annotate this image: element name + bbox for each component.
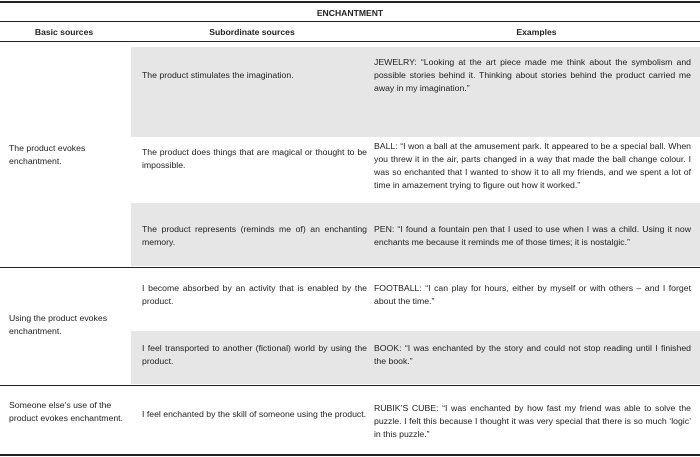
example: PEN: “I found a fountain pen that I used to use when I was a child. Using it now enchants me because it reminds me of those times; it is nostalgic.” <box>374 224 691 247</box>
basic-source: Using the product evokes enchantment. <box>9 313 108 336</box>
table-title: ENCHANTMENT <box>316 8 384 18</box>
subordinate-source: I feel enchanted by the skill of someone using the product. <box>142 409 367 419</box>
group-rule <box>0 385 700 386</box>
column-header-examples: Examples <box>516 27 557 37</box>
subordinate-source: The product stimulates the imagination. <box>142 70 294 80</box>
title-rule <box>0 21 700 22</box>
subordinate-source: The product represents (reminds me of) an enchanting memory. <box>142 224 367 247</box>
example: FOOTBALL: “I can play for hours, either by myself or with others – and I forget about the time.” <box>374 283 691 306</box>
subordinate-source: I feel transported to another (fictional) world by using the product. <box>142 343 367 366</box>
top-rule <box>0 1 700 3</box>
basic-source: Someone else’s use of the product evokes enchantment. <box>9 400 123 423</box>
column-header-basic: Basic sources <box>34 27 94 37</box>
example: BOOK: “I was enchanted by the story and could not stop reading until I finished the book.” <box>374 343 691 366</box>
subordinate-source: The product does things that are magical or thought to be impossible. <box>142 147 367 170</box>
example: BALL: “I won a ball at the amusement park. It appeared to be a special ball. When you threw it in the air, parts changed in a way that made the ball change colour. I was so enchanted that I wanted to show it to all my friends, and we spent a lot of time in amazement trying to figure out how it worked.” <box>374 141 691 190</box>
basic-source: The product evokes enchantment. <box>9 143 86 166</box>
example: JEWELRY: “Looking at the art piece made me think about the symbolism and possible stories behind it. Thinking about stories behind the product carried me away in my imagination.” <box>374 57 691 93</box>
group-rule <box>0 267 700 268</box>
column-header-subordinate: Subordinate sources <box>209 27 295 37</box>
example: RUBIK’S CUBE: “I was enchanted by how fast my friend was able to solve the puzzle. I felt this because I thought it was very special that there is so much ‘logic’ in this puzzle.” <box>374 403 691 439</box>
header-rule <box>0 41 700 42</box>
subordinate-source: I become absorbed by an activity that is enabled by the product. <box>142 283 367 306</box>
bottom-rule <box>0 454 700 456</box>
